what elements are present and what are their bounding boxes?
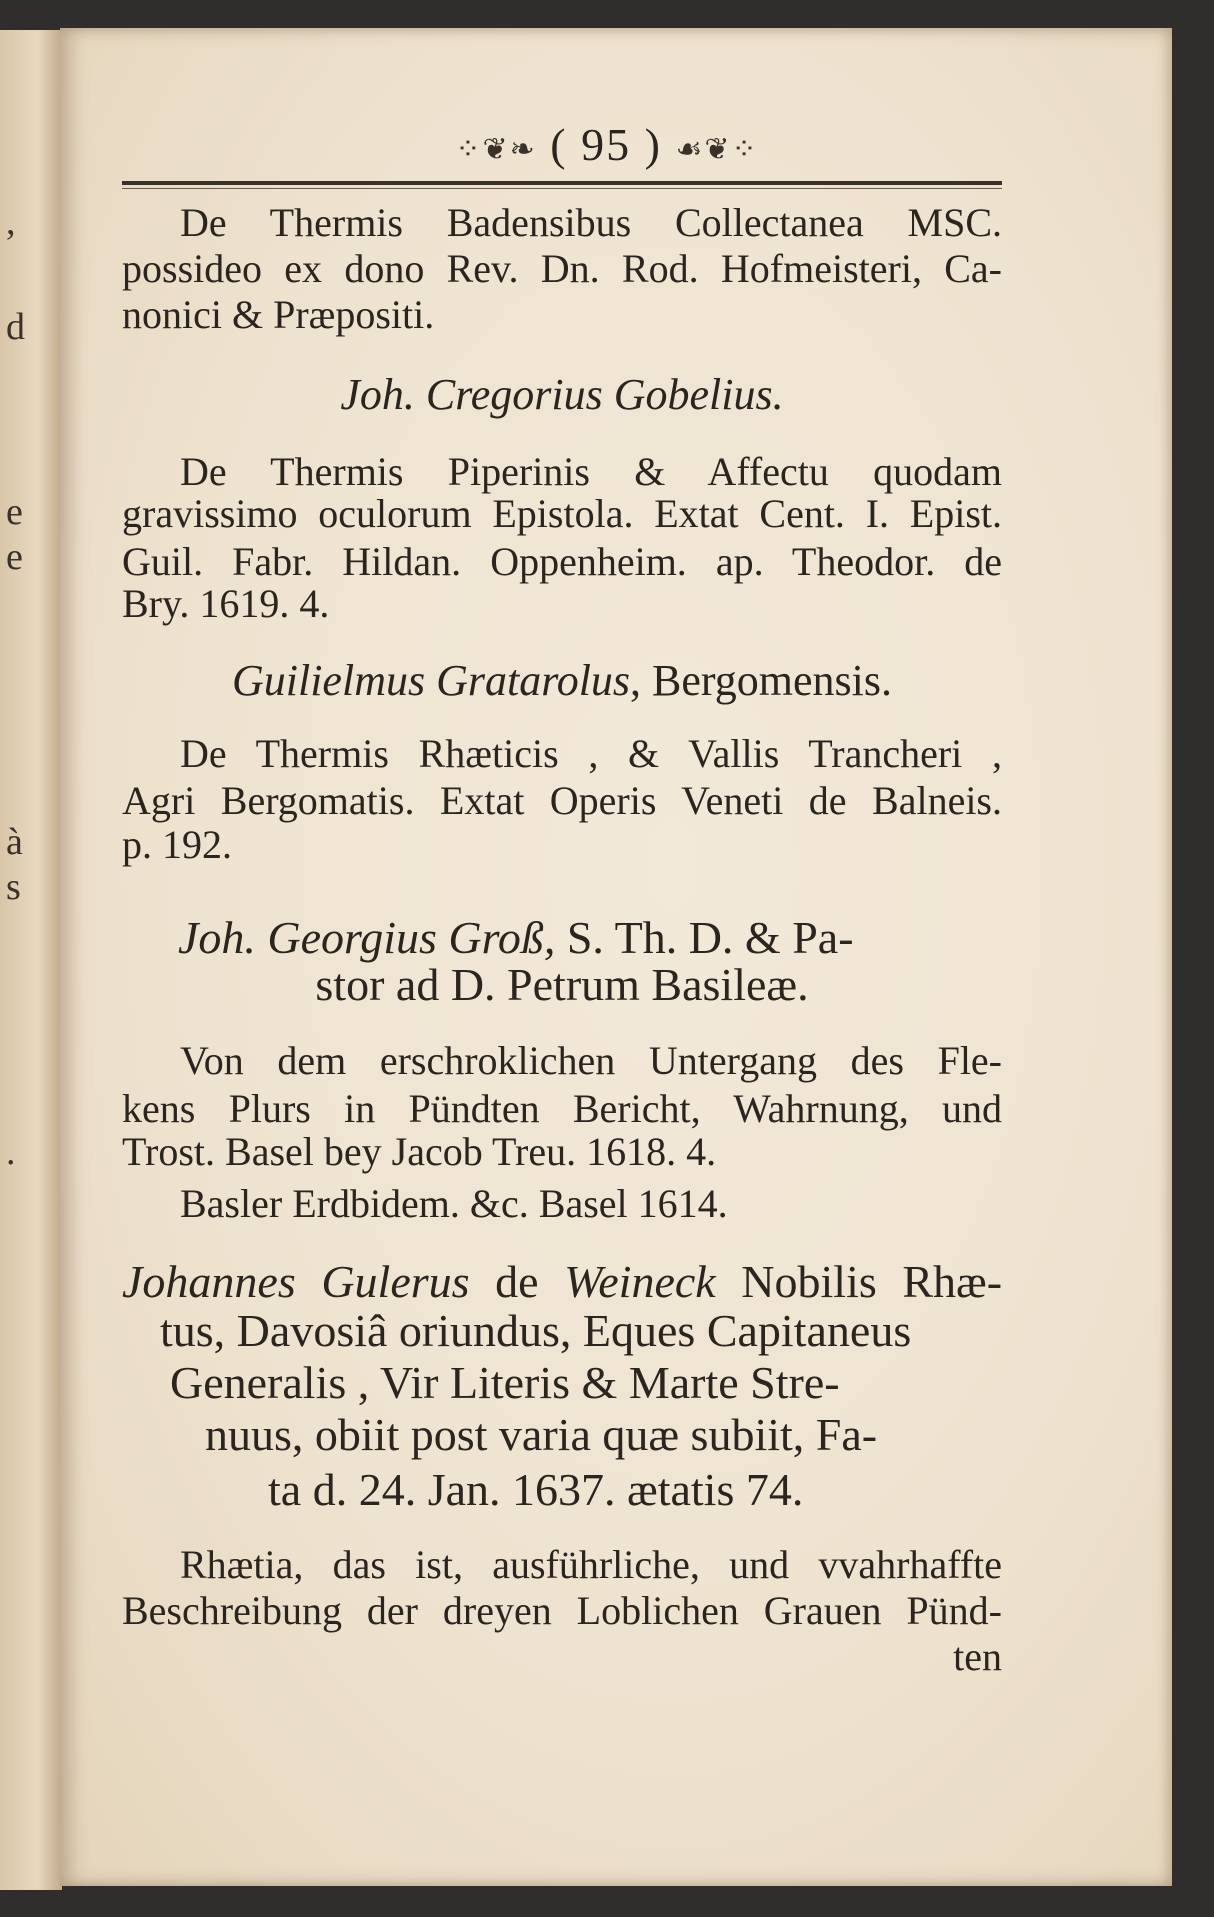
author-desc-line: Generalis , Vir Literis & Marte Stre- (170, 1357, 840, 1408)
text-line: Agri Bergomatis. Extat Operis Veneti de Balneis. (122, 778, 1002, 823)
author-desc-line: nuus, obiit post varia quæ subiit, Fa- (205, 1409, 878, 1460)
text-line: possideo ex dono Rev. Dn. Rod. Hofmeisteri, Ca- (122, 246, 1002, 291)
author-title: S. Th. D. & Pa- (566, 912, 854, 963)
text-line: kens Plurs in Pündten Bericht, Wahrnung, und (122, 1086, 1002, 1131)
author-desc-line: ta d. 24. Jan. 1637. ætatis 74. (268, 1464, 804, 1515)
header-rule (122, 181, 1002, 185)
text-line: nonici & Præpositi. (122, 292, 435, 337)
author-name: Guilielmus Gratarolus (231, 656, 631, 705)
header-rule-thin (122, 188, 1002, 189)
text-line: Von dem erschroklichen Untergang des Fle- (180, 1038, 1002, 1083)
ornament-right: ☙❦⁘ (675, 132, 759, 166)
text-line: Trost. Basel bey Jacob Treu. 1618. 4. (122, 1129, 717, 1174)
text-line: Basler Erdbidem. &c. Basel 1614. (180, 1181, 728, 1226)
ornament-left: ⁘❦❧ (455, 132, 537, 166)
author-heading (122, 1256, 1003, 1307)
author-heading-cont: stor ad D. Petrum Basileæ. (315, 959, 809, 1010)
author-desc: Nobilis Rhæ- (741, 1256, 1003, 1307)
text-line: De Thermis Badensibus Collectanea MSC. (180, 200, 1002, 245)
catchword: ten (953, 1634, 1002, 1679)
margin-fragment: , (6, 201, 16, 243)
margin-fragment: d (6, 306, 25, 348)
author-heading: Guilielmus Gratarolus, Bergomensis. (231, 656, 893, 705)
author-desc-line: tus, Davosiâ oriundus, Eques Capitaneus (160, 1305, 912, 1356)
author-origin: Bergomensis. (652, 656, 893, 705)
text-line: De Thermis Piperinis & Affectu quodam (180, 449, 1002, 494)
text-line: Rhætia, das ist, ausführliche, und vvahrhaffte (180, 1542, 1002, 1587)
author-heading (178, 912, 1000, 963)
author-particle: de (495, 1256, 539, 1307)
text-line: De Thermis Rhæticis , & Vallis Trancheri , (180, 731, 1002, 776)
margin-fragment: e (6, 491, 23, 533)
text-line: gravissimo oculorum Epistola. Extat Cent. I. Epist. (122, 491, 1002, 536)
margin-fragment: . (6, 1131, 16, 1173)
text-line: Beschreibung der dreyen Loblichen Grauen Pünd- (122, 1588, 1002, 1633)
margin-fragment: à (6, 821, 23, 863)
margin-fragment: e (6, 536, 23, 578)
author-place: Weineck (564, 1256, 716, 1307)
author-heading: Joh. Cregorius Gobelius. (340, 370, 784, 419)
page-number: ( 95 ) (550, 119, 662, 170)
text-line: p. 192. (122, 822, 232, 867)
text-line: Bry. 1619. 4. (122, 581, 330, 626)
author-name: Johannes Gulerus (122, 1256, 470, 1307)
author-name: Joh. Georgius Groß, (178, 912, 556, 963)
text-line: Guil. Fabr. Hildan. Oppenheim. ap. Theodor. de (122, 539, 1002, 584)
page-header (0, 118, 1214, 171)
margin-fragment: s (6, 866, 21, 908)
facing-page-edge (0, 30, 62, 1890)
